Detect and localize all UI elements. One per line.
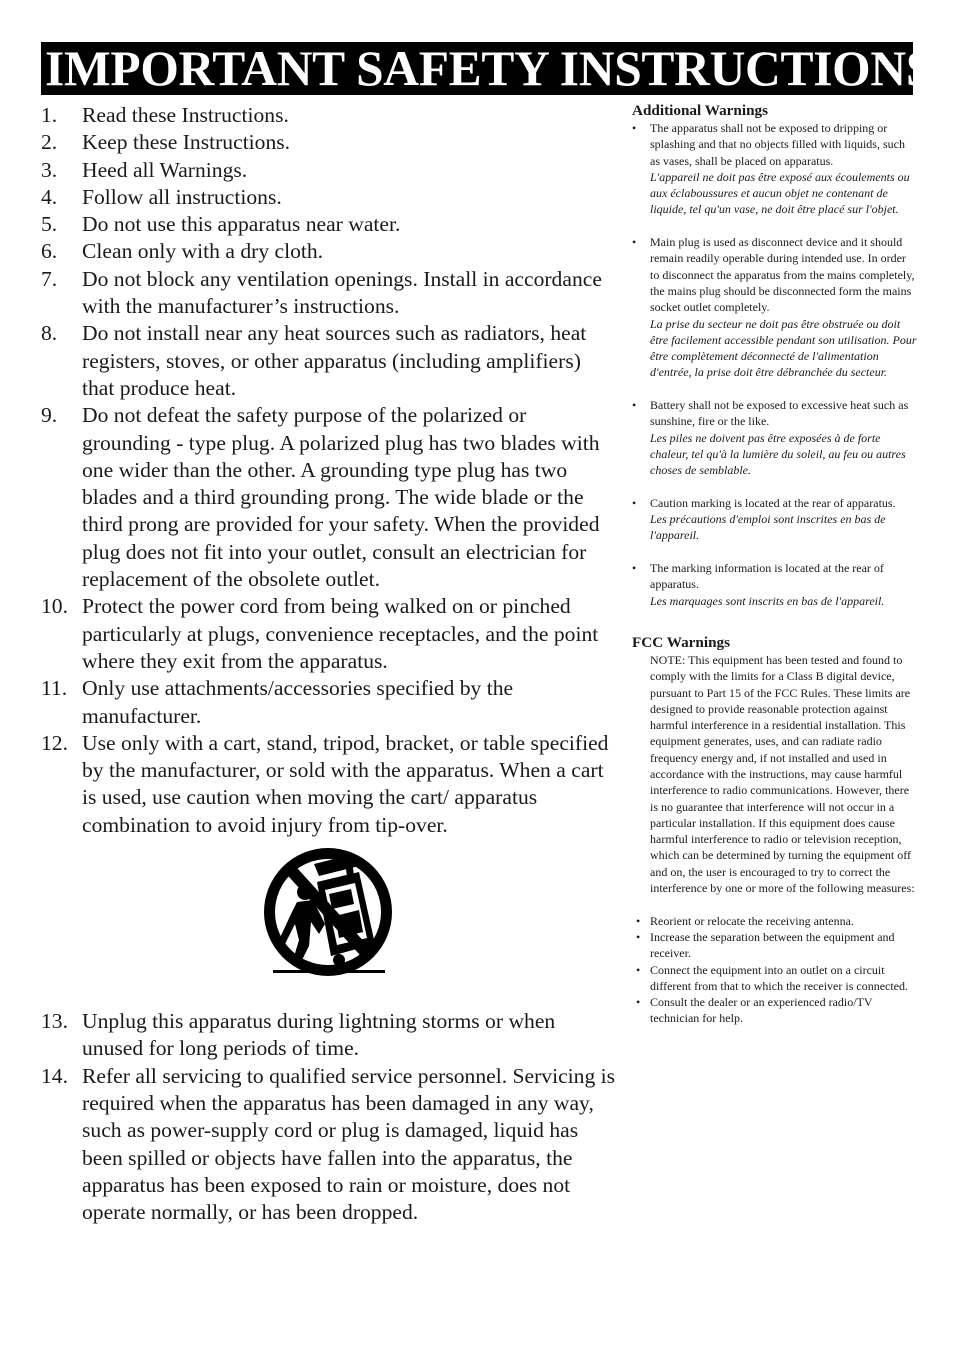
- list-item: [632, 495, 917, 544]
- list-item: [41, 320, 616, 402]
- bullet-icon: •: [636, 913, 641, 928]
- list-item: [41, 129, 616, 156]
- item-number: 8.: [41, 321, 58, 346]
- item-number: 5.: [41, 212, 58, 237]
- item-text: Keep these Instructions.: [82, 130, 291, 155]
- list-item: [41, 102, 616, 129]
- list-item: [41, 675, 616, 730]
- bullet-icon: •: [632, 561, 637, 576]
- item-number: 9.: [41, 403, 58, 428]
- item-text: Do not block any ventilation openings. Install in accordance with the manufacturer’s instructions.: [82, 266, 602, 319]
- item-number: 10.: [41, 594, 68, 619]
- warning-fr: La prise du secteur ne doit pas être obstruée ou doit être facilement accessible pendant son utilisation. Pour être complètement déconnecté de l'alimentation d'entrée, la prise doit être débranchée du secteur.: [650, 316, 917, 380]
- list-item: [41, 402, 616, 593]
- list-item: [41, 1063, 616, 1227]
- item-number: 13.: [41, 1009, 68, 1034]
- bullet-icon: •: [632, 495, 637, 510]
- warning-fr: Les piles ne doivent pas être exposées à de forte chaleur, tel qu'à la lumière du soleil, au feu ou autres choses de semblable.: [650, 430, 906, 478]
- item-text: Protect the power cord from being walked on or pinched particularly at plugs, convenience receptacles, and the point where they exit from the apparatus.: [82, 594, 599, 673]
- list-item: [632, 994, 917, 1027]
- warning-en: Battery shall not be exposed to excessive heat such as sunshine, fire or the like.: [650, 398, 909, 429]
- bullet-icon: •: [632, 398, 637, 413]
- list-item: [41, 184, 616, 211]
- side-column: [632, 102, 917, 1027]
- bullet-icon: •: [632, 235, 637, 250]
- item-text: Do not use this apparatus near water.: [82, 212, 401, 237]
- list-item: [632, 397, 917, 478]
- fcc-warnings-heading: FCC Warnings: [632, 633, 731, 651]
- item-text: Only use attachments/accessories specified by the manufacturer.: [82, 676, 514, 728]
- item-text: Do not install near any heat sources such as radiators, heat registers, stoves, or other apparatus (including amplifiers) that produce heat.: [82, 321, 587, 400]
- measure-text: Reorient or relocate the receiving antenna.: [650, 913, 854, 928]
- item-number: 3.: [41, 157, 58, 182]
- item-text: Follow all instructions.: [82, 184, 282, 209]
- item-text: Do not defeat the safety purpose of the polarized or grounding - type plug. A polarized plug has two blades with one wider than the other. A grounding type plug has two blades and a third grounding prong. The wide blade or the third prong are provided for your safety. When the provided plug does not fit into your outlet, consult an electrician for replacement of the obsolete outlet.: [82, 403, 600, 592]
- item-number: 4.: [41, 184, 58, 209]
- list-item: [41, 1008, 616, 1063]
- additional-warnings-heading: Additional Warnings: [632, 102, 769, 119]
- warning-en: Caution marking is located at the rear of apparatus.: [650, 495, 896, 510]
- list-item: [632, 929, 917, 962]
- list-item: [41, 730, 616, 839]
- warning-fr: Les marquages sont inscrits en bas de l'appareil.: [650, 593, 885, 608]
- item-number: 14.: [41, 1063, 68, 1088]
- item-number: 11.: [41, 676, 68, 701]
- item-text: Refer all servicing to qualified service personnel. Servicing is required when the apparatus has been damaged in any way, such as power-supply cord or plug is damaged, liquid has been spilled or objects have fallen into the apparatus, the apparatus has been exposed to rain or moisture, does not operate normally, or has been dropped.: [82, 1063, 616, 1225]
- item-number: 12.: [41, 730, 68, 755]
- item-text: Read these Instructions.: [82, 103, 289, 127]
- warning-fr: L'appareil ne doit pas être exposé aux écoulements ou aux éclaboussures et aucun objet ne contenant de liquide, tel qu'un vase, ne doit être placé sur l'objet.: [650, 169, 910, 217]
- item-number: 6.: [41, 239, 58, 264]
- bullet-icon: •: [632, 121, 637, 135]
- measure-text: Increase the separation between the equipment and receiver.: [650, 929, 895, 961]
- list-item: [632, 560, 917, 609]
- item-number: 2.: [41, 130, 58, 155]
- fcc-note: NOTE: This equipment has been tested and found to comply with the limits for a Class B digital device, pursuant to Part 15 of the FCC Rules. These limits are designed to provide reasonable protection against harmful interference in a residential installation. This equipment generates, uses, and can radiate radio frequency energy and, if not installed and used in accordance with the instructions, may cause harmful interference to radio communications. However, there is no guarantee that interference will not occur in a particular installation. If this equipment does cause harmful interference to radio or television reception, which can be determined by turning the equipment off and on, the user is encouraged to try to correct the interference by one or more of the following measures:: [650, 652, 915, 896]
- page-title: IMPORTANT SAFETY INSTRUCTIONS: [45, 41, 934, 96]
- list-item: [41, 266, 616, 321]
- bullet-icon: •: [636, 995, 641, 1010]
- item-text: Unplug this apparatus during lightning storms or when unused for long periods of time.: [82, 1009, 556, 1061]
- measure-text: Consult the dealer or an experienced radio/TV technician for help.: [650, 995, 873, 1026]
- title-banner: [41, 41, 934, 96]
- item-number: 7.: [41, 266, 58, 291]
- warning-fr: Les précautions d'emploi sont inscrites en bas de l'appareil.: [650, 512, 886, 543]
- item-text: Heed all Warnings.: [82, 157, 248, 182]
- bullet-icon: •: [636, 962, 641, 977]
- list-item: [632, 234, 917, 381]
- warning-en: The apparatus shall not be exposed to dripping or splashing and that no objects filled with liquids, such as vases, shall be placed on apparatus.: [650, 121, 905, 168]
- list-item: [41, 211, 616, 238]
- bullet-icon: •: [636, 929, 641, 944]
- safety-instructions-list: [41, 102, 616, 1226]
- cart-tip-over-warning-icon: [259, 844, 399, 978]
- list-item: [41, 157, 616, 184]
- list-item: [632, 962, 917, 995]
- list-item: [41, 238, 616, 265]
- item-text: Clean only with a dry cloth.: [82, 239, 324, 264]
- warning-en: Main plug is used as disconnect device and it should remain readily operable during intended use. In order to disconnect the apparatus from the mains completely, the mains plug should be disconnected form the mains socket outlet completely.: [650, 235, 915, 315]
- item-number: 1.: [41, 103, 58, 127]
- warning-en: The marking information is located at the rear of apparatus.: [650, 561, 884, 592]
- list-item: [632, 120, 917, 218]
- fcc-measures-list: [632, 913, 917, 1027]
- list-item: [41, 593, 616, 675]
- measure-text: Connect the equipment into an outlet on a circuit different from that to which the receiver is connected.: [650, 962, 909, 993]
- additional-warnings-list: [632, 120, 917, 609]
- item-text: Use only with a cart, stand, tripod, bracket, or table specified by the manufacturer, or sold with the apparatus. When a cart is used, use caution when moving the cart/ apparatus combination to avoid injury from tip-over.: [82, 730, 609, 837]
- list-item: [632, 913, 917, 929]
